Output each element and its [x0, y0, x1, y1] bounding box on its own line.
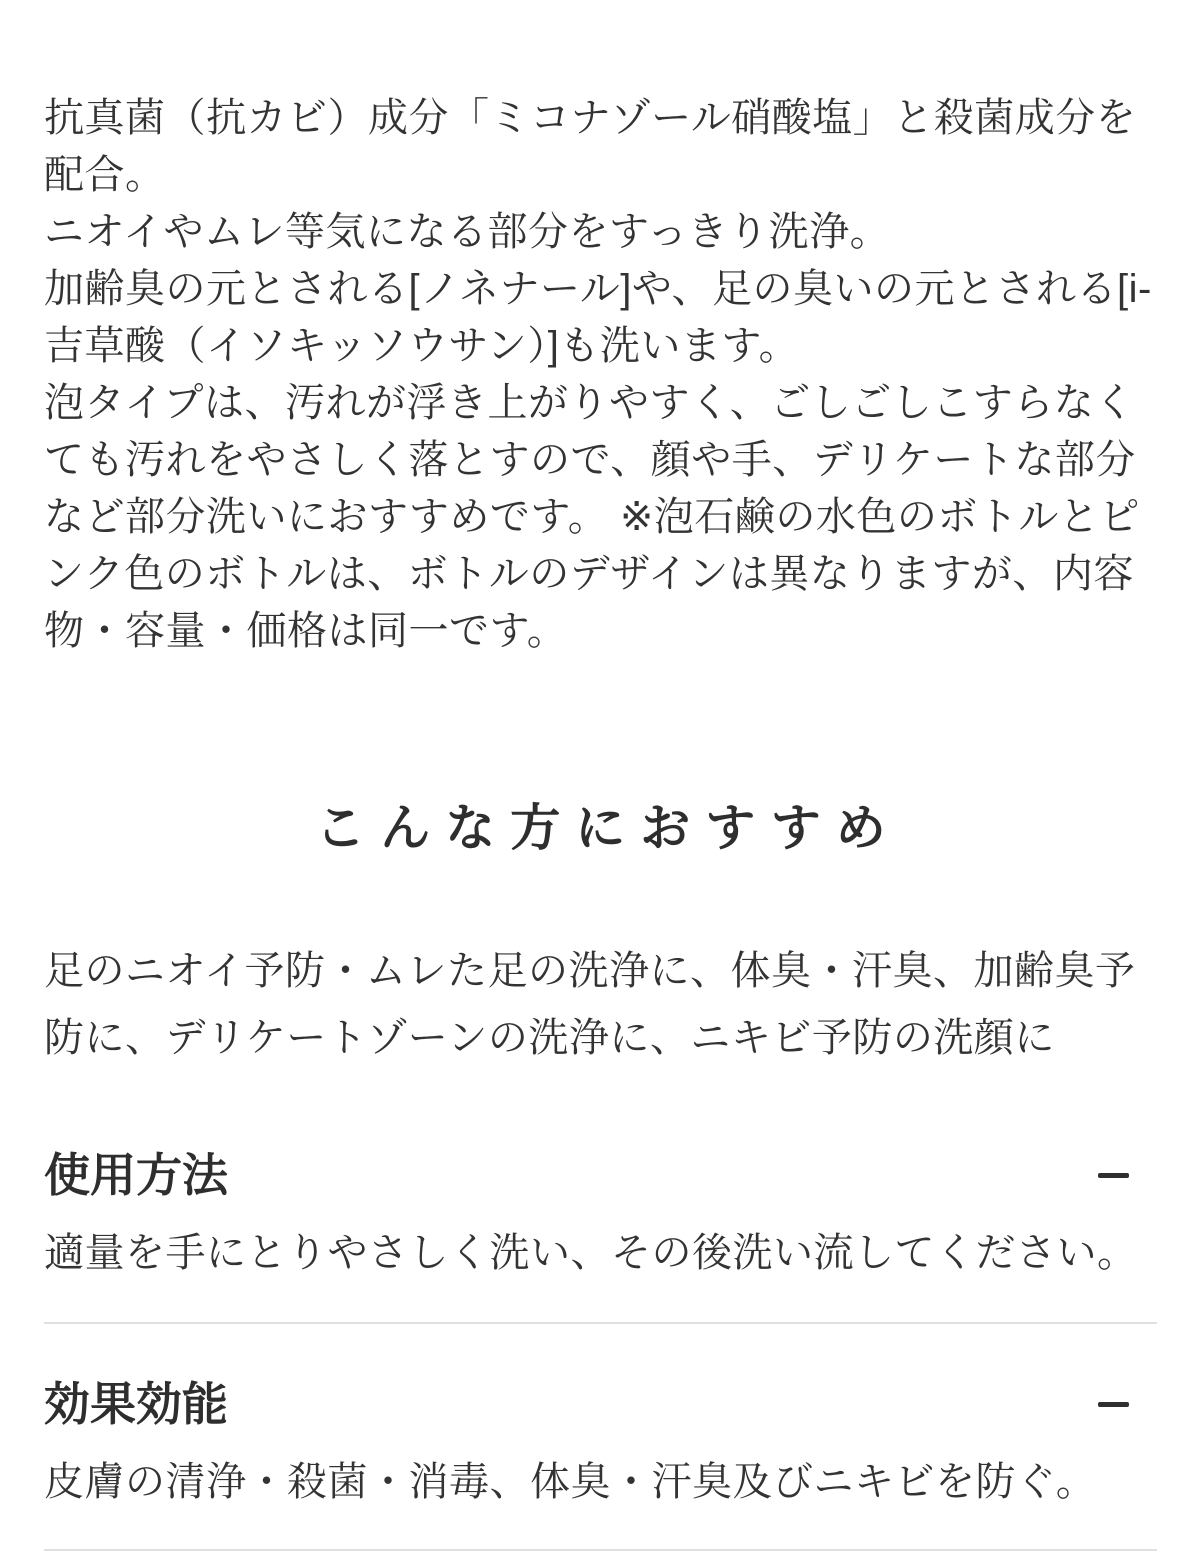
minus-collapse-icon[interactable]	[1098, 1402, 1129, 1407]
effects-section-title: 効果効能	[44, 1378, 228, 1430]
section-divider	[44, 1322, 1157, 1324]
section-divider	[44, 1549, 1157, 1551]
product-description-paragraph	[44, 90, 1157, 660]
recommend-text: 足のニオイ予防・ムレた足の洗浄に、体臭・汗臭、加齢臭予防に、デリケートゾーンの洗浄に、ニキビ予防の洗顔に	[44, 949, 1136, 1060]
effects-section-body: 皮膚の清浄・殺菌・消毒、体臭・汗臭及びニキビを防ぐ。	[44, 1460, 1097, 1504]
usage-section-title: 使用方法	[44, 1149, 228, 1201]
recommend-heading: こんな方におすすめ	[315, 800, 901, 856]
description-sentence: 加齢臭の元とされる[ノネナール]や、足の臭いの元とされる[i-吉草酸（イソキッソウサン）]も洗います。	[44, 267, 1152, 368]
description-sentence: 抗真菌（抗カビ）成分「ミコナゾール硝酸塩」と殺菌成分を配合。	[44, 96, 1137, 197]
usage-accordion-header[interactable]	[44, 1147, 1157, 1203]
description-sentence: ニオイやムレ等気になる部分をすっきり洗浄。	[44, 210, 891, 254]
usage-section-body: 適量を手にとりやさしく洗い、その後洗い流してください。	[44, 1231, 1138, 1275]
description-sentence: 泡タイプは、汚れが浮き上がりやすく、ごしごしこすらなくても汚れをやさしく落とすので、顔や手、デリケートな部分など部分洗いにおすすめです。 ※泡石鹸の水色のボトルとピンク色のボトルは、ボトルのデザインは異なりますが、内容物・容量・価格は同一です。	[44, 381, 1140, 653]
minus-collapse-icon[interactable]	[1098, 1173, 1129, 1178]
effects-accordion-header[interactable]	[44, 1376, 1157, 1432]
